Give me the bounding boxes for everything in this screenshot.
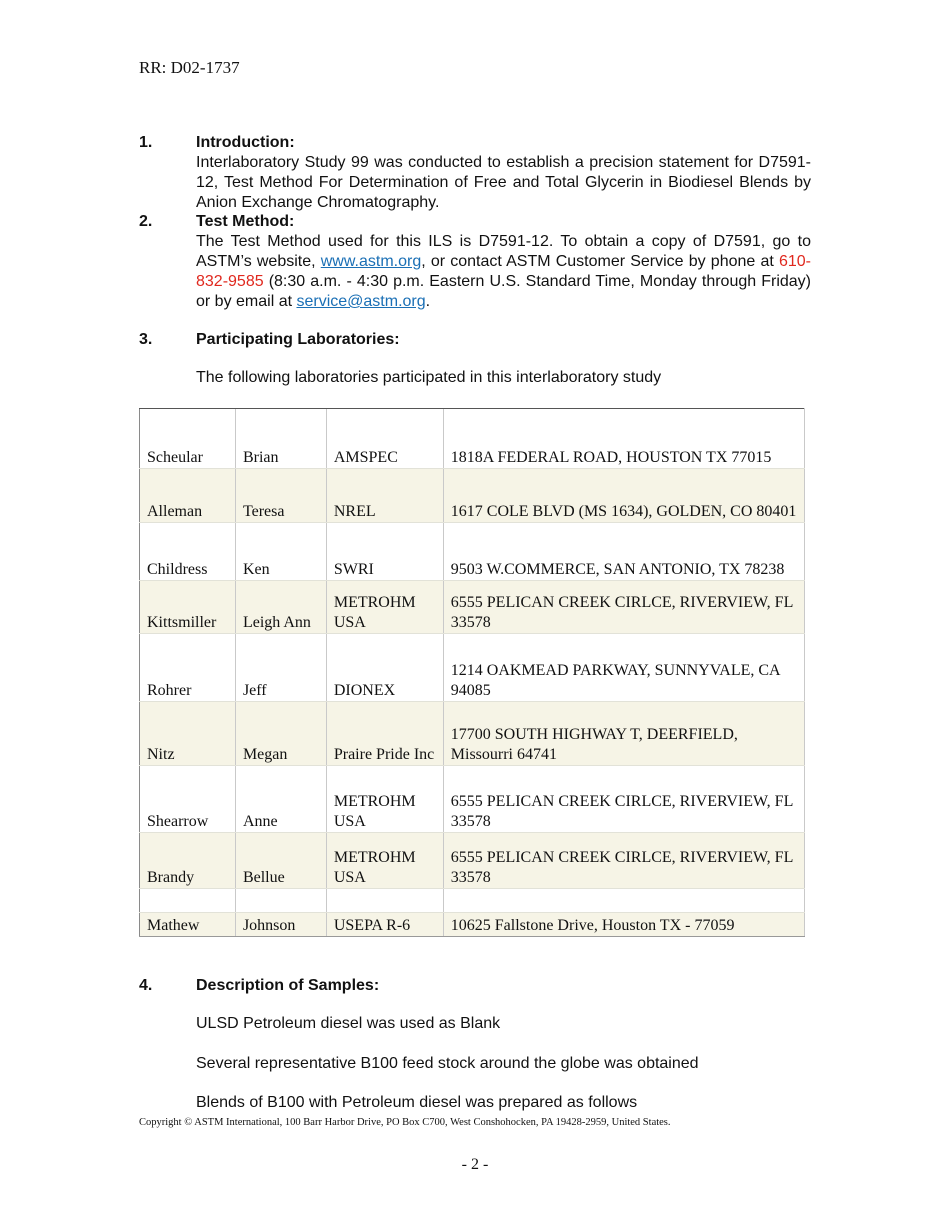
lab-first-name: Brian (235, 409, 326, 469)
section-title: Introduction: (196, 134, 295, 151)
section-number: 1. (139, 134, 153, 151)
lab-organization: USEPA R-6 (326, 913, 443, 937)
table-row (140, 913, 805, 937)
lab-organization: SWRI (326, 523, 443, 581)
lab-first-name: Teresa (235, 469, 326, 523)
table-row (140, 833, 805, 889)
lab-organization: AMSPEC (326, 409, 443, 469)
lab-last-name: Brandy (140, 833, 236, 889)
table-row (140, 889, 805, 913)
table-row (140, 702, 805, 766)
lab-last-name: Nitz (140, 702, 236, 766)
lab-first-name: Johnson (235, 913, 326, 937)
samples-paragraph: ULSD Petroleum diesel was used as Blank (196, 1015, 501, 1032)
lab-address: 1617 COLE BLVD (MS 1634), GOLDEN, CO 80401 (443, 469, 804, 523)
lab-first-name (235, 889, 326, 913)
lab-address: 1818A FEDERAL ROAD, HOUSTON TX 77015 (443, 409, 804, 469)
text-fragment: The Test Method used for this ILS is D7591-12. To obtain a copy of D7591, go to ASTM’s website, (196, 233, 811, 270)
website-link[interactable]: www.astm.org (320, 253, 422, 270)
text-fragment: . (425, 293, 431, 310)
section-number: 2. (139, 213, 153, 230)
lab-address: 6555 PELICAN CREEK CIRLCE, RIVERVIEW, FL 33578 (443, 581, 804, 634)
table-row (140, 469, 805, 523)
lab-organization (326, 889, 443, 913)
lab-organization: METROHM USA (326, 833, 443, 889)
lab-address: 1214 OAKMEAD PARKWAY, SUNNYVALE, CA 94085 (443, 634, 804, 702)
lab-last-name: Scheular (140, 409, 236, 469)
table-row (140, 409, 805, 469)
section-title: Description of Samples: (196, 977, 380, 994)
lab-address: 6555 PELICAN CREEK CIRLCE, RIVERVIEW, FL 33578 (443, 766, 804, 833)
lab-last-name: Alleman (140, 469, 236, 523)
lab-last-name: Childress (140, 523, 236, 581)
lab-address: 6555 PELICAN CREEK CIRLCE, RIVERVIEW, FL 33578 (443, 833, 804, 889)
section-title: Test Method: (196, 213, 295, 230)
section-number: 4. (139, 977, 153, 994)
email-link[interactable]: service@astm.org (296, 293, 426, 310)
lab-address (443, 889, 804, 913)
section-number: 3. (139, 331, 153, 348)
lab-organization: METROHM USA (326, 766, 443, 833)
table-row (140, 766, 805, 833)
lab-organization: NREL (326, 469, 443, 523)
lab-last-name: Shearrow (140, 766, 236, 833)
lab-first-name: Ken (235, 523, 326, 581)
lab-organization: Praire Pride Inc (326, 702, 443, 766)
lab-last-name: Mathew (140, 913, 236, 937)
lab-last-name (140, 889, 236, 913)
lab-address: 10625 Fallstone Drive, Houston TX - 77059 (443, 913, 804, 937)
section-text: Interlaboratory Study 99 was conducted to establish a precision statement for D7591-12, Test Method For Determination of Free and Total Glycerin in Biodiesel Blends by Anion Exchange Chromatography. (196, 154, 811, 211)
labs-table (139, 408, 805, 937)
report-id: RR: D02-1737 (139, 58, 240, 77)
page-number: - 2 - (461, 1156, 489, 1173)
lab-address: 17700 SOUTH HIGHWAY T, DEERFIELD, Missourri 64741 (443, 702, 804, 766)
labs-intro: The following laboratories participated in this interlaboratory study (196, 369, 662, 386)
lab-first-name: Megan (235, 702, 326, 766)
lab-organization: METROHM USA (326, 581, 443, 634)
lab-first-name: Anne (235, 766, 326, 833)
section-text (196, 232, 811, 312)
text-fragment: (8:30 a.m. - 4:30 p.m. Eastern U.S. Standard Time, Monday through Friday) or by email at (196, 273, 811, 310)
samples-paragraph: Several representative B100 feed stock around the globe was obtained (196, 1055, 699, 1072)
phone-number: 610-832-9585 (196, 253, 812, 290)
section-title: Participating Laboratories: (196, 331, 400, 348)
text-fragment: , or contact ASTM Customer Service by phone at (421, 253, 779, 270)
copyright-notice: Copyright © ASTM International, 100 Barr Harbor Drive, PO Box C700, West Conshohocken, PA 19428-2959, United States. (139, 1117, 671, 1128)
lab-first-name: Bellue (235, 833, 326, 889)
lab-last-name: Rohrer (140, 634, 236, 702)
table-row (140, 523, 805, 581)
lab-first-name: Leigh Ann (235, 581, 326, 634)
lab-organization: DIONEX (326, 634, 443, 702)
lab-address: 9503 W.COMMERCE, SAN ANTONIO, TX 78238 (443, 523, 804, 581)
samples-paragraph: Blends of B100 with Petroleum diesel was prepared as follows (196, 1094, 638, 1111)
table-row (140, 581, 805, 634)
lab-last-name: Kittsmiller (140, 581, 236, 634)
lab-first-name: Jeff (235, 634, 326, 702)
table-row (140, 634, 805, 702)
